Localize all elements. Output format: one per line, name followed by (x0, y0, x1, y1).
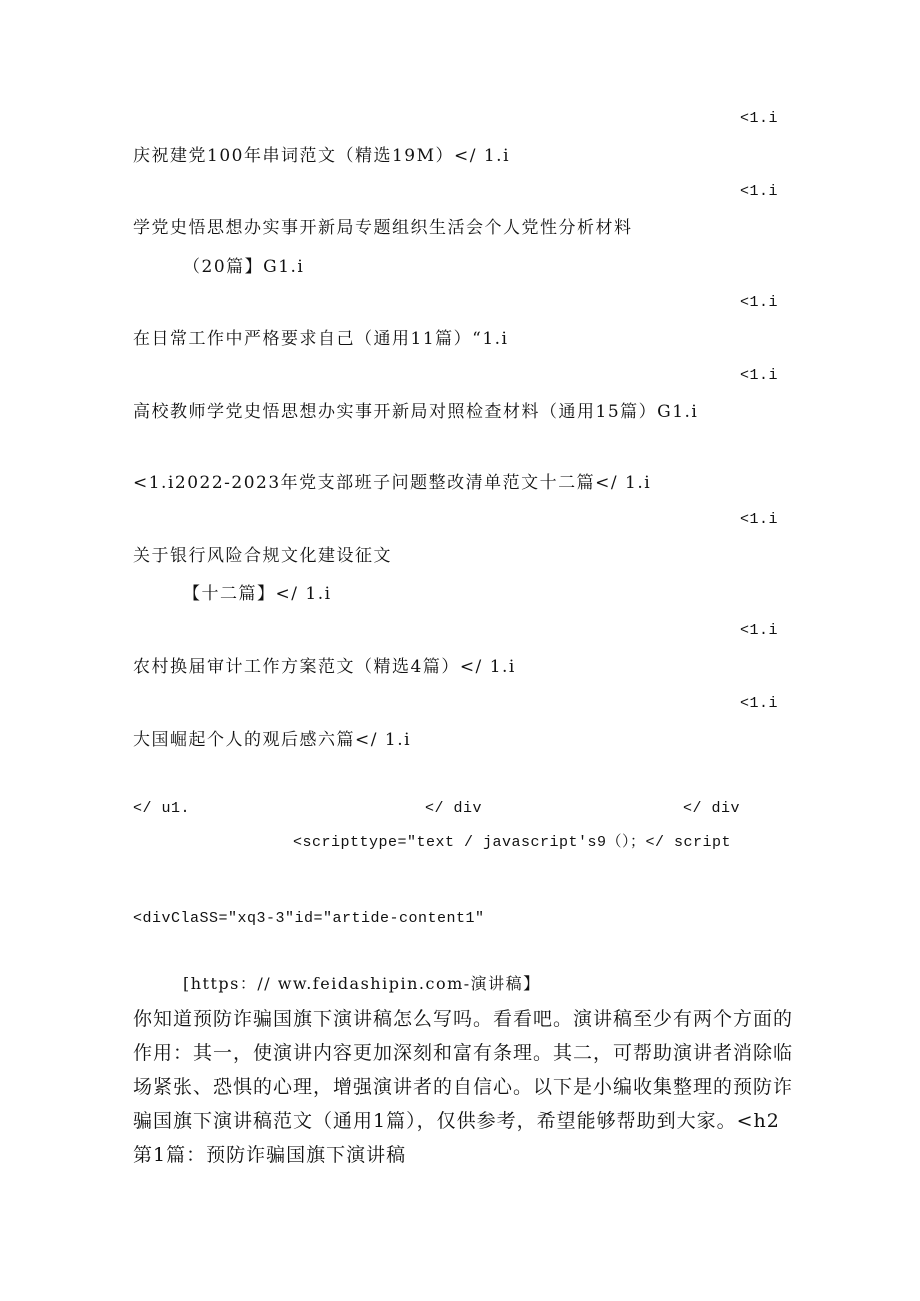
code-div-close: </ div (425, 800, 483, 817)
list-item-continuation: （20篇】G1.i (183, 257, 305, 277)
list-marker: <1.i (740, 183, 779, 200)
list-item-continuation: 【十二篇】</ 1.i (183, 584, 332, 604)
intro-paragraph: 你知道预防诈骗国旗下演讲稿怎么写吗。看看吧。演讲稿至少有两个方面的作用：其一，使演讲内容更加深刻和富有条理。其二，可帮助演讲者消除临场紧张、恐惧的心理，增强演讲者的自信心。以下是小编收集整理的预防诈骗国旗下演讲稿范文（通用1篇），仅供参考，希望能够帮助到大家。<h2第1篇：预防诈骗国旗下演讲稿 (133, 1008, 794, 1166)
list-marker: <1.i (740, 294, 779, 311)
list-marker: <1.i (740, 110, 779, 127)
list-marker: <1.i (740, 367, 779, 384)
code-script-line: <scripttype="text / javascript's9（）；</ script (293, 834, 732, 851)
list-item: <1.i2022-2023年党支部班子问题整改清单范文十二篇</ 1.i (133, 473, 652, 493)
list-item: 在日常工作中严格要求自己（通用11篇）“1.i (133, 329, 509, 349)
code-ul-close: </ u1. (133, 800, 191, 817)
source-link: [https：// ww.feidashipin.com-演讲稿】 (183, 974, 541, 993)
list-marker: <1.i (740, 622, 779, 639)
list-item: 农村换届审计工作方案范文（精选4篇）</ 1.i (133, 657, 516, 677)
list-item: 学党史悟思想办实事开新局专题组织生活会个人党性分析材料 (133, 218, 633, 238)
code-div-open: <divClaSS="xq3-3"id="artide-content1" (133, 910, 485, 927)
list-item: 大国崛起个人的观后感六篇</ 1.i (133, 730, 412, 750)
list-item: 庆祝建党100年串词范文（精选19M）</ 1.i (133, 146, 511, 166)
list-item: 高校教师学党史悟思想办实事开新局对照检查材料（通用15篇）G1.i (133, 402, 699, 422)
list-marker: <1.i (740, 511, 779, 528)
list-marker: <1.i (740, 695, 779, 712)
code-div-close: </ div (683, 800, 741, 817)
list-item: 关于银行风险合规文化建设征文 (133, 546, 392, 566)
